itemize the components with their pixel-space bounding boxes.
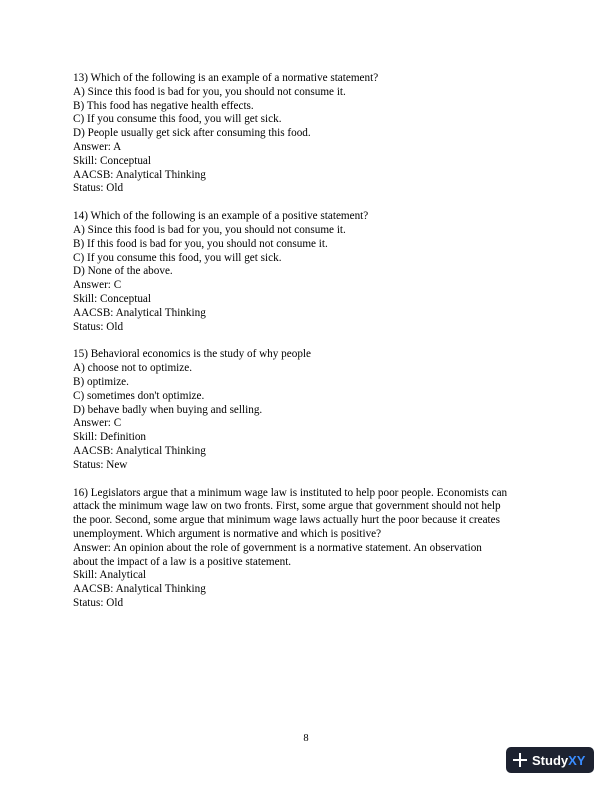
option-c: C) sometimes don't optimize. <box>73 389 205 402</box>
question-stem-line: unemployment. Which argument is normative and which is positive? <box>73 527 382 540</box>
skill: Skill: Conceptual <box>73 154 151 167</box>
option-b: B) This food has negative health effects. <box>73 99 254 112</box>
option-a: A) choose not to optimize. <box>73 362 192 375</box>
brand-name-part2: XY <box>568 752 586 768</box>
question-stem-line: attack the minimum wage law on two fronts. First, some argue that government should not help <box>73 500 501 513</box>
aacsb: AACSB: Analytical Thinking <box>73 583 206 596</box>
aacsb: AACSB: Analytical Thinking <box>73 168 206 181</box>
question-14 <box>73 210 543 334</box>
skill: Skill: Conceptual <box>73 292 151 305</box>
option-c: C) If you consume this food, you will get sick. <box>73 113 282 126</box>
studyxy-badge[interactable] <box>506 747 594 773</box>
option-d: D) behave badly when buying and selling. <box>73 403 263 416</box>
option-a: A) Since this food is bad for you, you should not consume it. <box>73 223 346 236</box>
option-b: B) If this food is bad for you, you should not consume it. <box>73 237 328 250</box>
option-b: B) optimize. <box>73 375 129 388</box>
option-c: C) If you consume this food, you will get sick. <box>73 251 282 264</box>
question-stem: 15) Behavioral economics is the study of why people <box>73 348 311 361</box>
question-stem-line: 16) Legislators argue that a minimum wage law is instituted to help poor people. Economists can <box>73 486 508 499</box>
document-page <box>73 72 543 625</box>
status: Status: New <box>73 458 128 471</box>
status: Status: Old <box>73 182 124 195</box>
skill: Skill: Definition <box>73 431 147 444</box>
aacsb: AACSB: Analytical Thinking <box>73 444 206 457</box>
plus-icon <box>513 753 527 767</box>
answer: Answer: C <box>73 279 122 292</box>
status: Status: Old <box>73 320 124 333</box>
option-d: D) People usually get sick after consuming this food. <box>73 127 311 140</box>
answer: Answer: A <box>73 140 122 153</box>
question-stem-line: the poor. Second, some argue that minimum wage laws actually hurt the poor because it creates <box>73 514 500 527</box>
question-stem: 13) Which of the following is an example of a normative statement? <box>73 72 379 84</box>
option-d: D) None of the above. <box>73 265 173 278</box>
skill: Skill: Analytical <box>73 569 147 582</box>
answer-line: about the impact of a law is a positive statement. <box>73 555 292 568</box>
question-15 <box>73 348 543 472</box>
question-13 <box>73 72 543 196</box>
page-number: 8 <box>303 733 309 744</box>
aacsb: AACSB: Analytical Thinking <box>73 306 206 319</box>
option-a: A) Since this food is bad for you, you should not consume it. <box>73 85 346 98</box>
brand-name-part1: Study <box>532 752 569 768</box>
question-stem: 14) Which of the following is an example of a positive statement? <box>73 210 369 223</box>
answer-line: Answer: An opinion about the role of government is a normative statement. An observation <box>73 541 482 554</box>
question-16 <box>73 487 543 611</box>
answer: Answer: C <box>73 417 122 430</box>
status: Status: Old <box>73 596 124 609</box>
